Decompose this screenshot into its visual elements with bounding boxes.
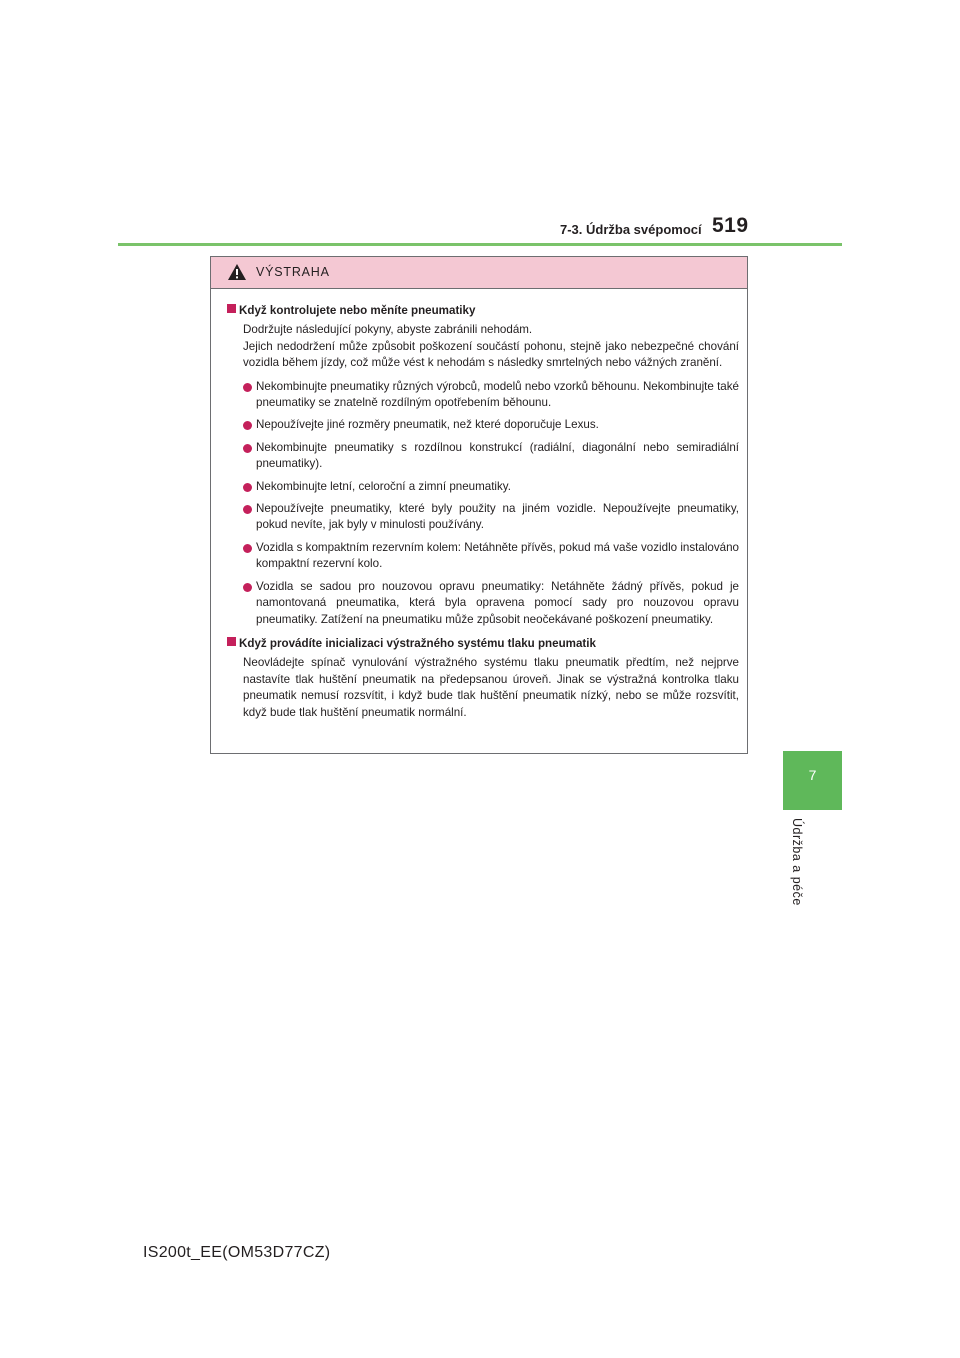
section-heading — [227, 636, 739, 652]
paragraph-line: Neovládejte spínač vynulování výstražného systému tlaku pneumatik předtím, než nejprve nastavíte tlak huštění pneumatik na předepsanou úroveň. Jinak se výstražná kontrolka tlaku pneumatik nemusí rozsvítit, i když bude tlak huštění pneumatik nízký, nebo se může rozsvítit, když bude tlak huštění pneumatik normální. — [243, 656, 739, 719]
square-bullet-icon — [227, 304, 236, 313]
bullet-text: Nepoužívejte jiné rozměry pneumatik, než které doporučuje Lexus. — [256, 418, 599, 432]
section-heading — [227, 303, 739, 319]
bullet-dot-icon — [243, 505, 252, 514]
bullet-text: Vozidla s kompaktním rezervním kolem: Netáhněte přívěs, pokud má vaše vozidlo instalováno kompaktní rezervní kolo. — [256, 540, 739, 571]
bullet-dot-icon — [243, 383, 252, 392]
bullet-item — [227, 440, 739, 473]
bullet-item — [227, 379, 739, 412]
bullet-item — [227, 479, 739, 495]
bullet-dot-icon — [243, 444, 252, 453]
bullet-dot-icon — [243, 583, 252, 592]
bullet-dot-icon — [243, 483, 252, 492]
bullet-text: Nepoužívejte pneumatiky, které byly použity na jiném vozidle. Nepoužívejte pneumatiky, pokud nevíte, jak byly v minulosti používány. — [256, 502, 739, 532]
model-code: IS200t_EE(OM53D77CZ) — [143, 1244, 331, 1261]
warning-header — [211, 257, 747, 289]
bullet-item — [227, 579, 739, 628]
page-number: 519 — [712, 214, 749, 237]
warning-triangle-icon — [227, 263, 247, 281]
section-heading-text: Když kontrolujete nebo měníte pneumatiky — [239, 304, 476, 317]
bullet-text: Vozidla se sadou pro nouzovou opravu pneumatiky: Netáhněte žádný přívěs, pokud je namontovaná pneumatika, která byla opravena pomocí sady pro nouzovou opravu pneumatiky. Zatížení na pneumatiku může způsobit neočekávané poškození pneumatiky. — [256, 579, 739, 626]
chapter-label: Údržba a péče — [790, 818, 804, 906]
header-rule — [118, 243, 842, 246]
paragraph-line: Jejich nedodržení může způsobit poškození součástí pohonu, stejně jako nebezpečné chování vozidla během jízdy, což může vést k nehodám s následky smrtelných nebo vážných zranění. — [243, 339, 739, 370]
section-paragraph — [227, 322, 739, 371]
warning-body — [211, 289, 747, 730]
section-heading-text: Když provádíte inicializaci výstražného systému tlaku pneumatik — [239, 636, 596, 650]
bullet-text: Nekombinujte letní, celoroční a zimní pneumatiky. — [256, 479, 511, 493]
chapter-tab[interactable] — [783, 751, 842, 810]
square-bullet-icon — [227, 637, 236, 646]
bullet-item — [227, 540, 739, 573]
bullet-item — [227, 417, 739, 433]
warning-box — [210, 256, 748, 754]
chapter-number: 7 — [808, 767, 817, 783]
bullet-dot-icon — [243, 421, 252, 430]
bullet-dot-icon — [243, 544, 252, 553]
warning-title: VÝSTRAHA — [256, 265, 330, 279]
section-gap — [227, 728, 739, 730]
section-title: 7-3. Údržba svépomocí — [560, 222, 702, 237]
paragraph-line: Dodržujte následující pokyny, abyste zabránili nehodám. — [243, 323, 533, 337]
bullet-text: Nekombinujte pneumatiky různých výrobců, modelů nebo vzorků běhounu. Nekombinujte také pneumatiky se znatelně rozdílným opotřebením běhounu. — [256, 379, 739, 410]
bullet-text: Nekombinujte pneumatiky s rozdílnou konstrukcí (radiální, diagonální nebo semiradiální pneumatiky). — [256, 440, 739, 471]
section-paragraph — [227, 655, 739, 721]
bullet-item — [227, 501, 739, 534]
